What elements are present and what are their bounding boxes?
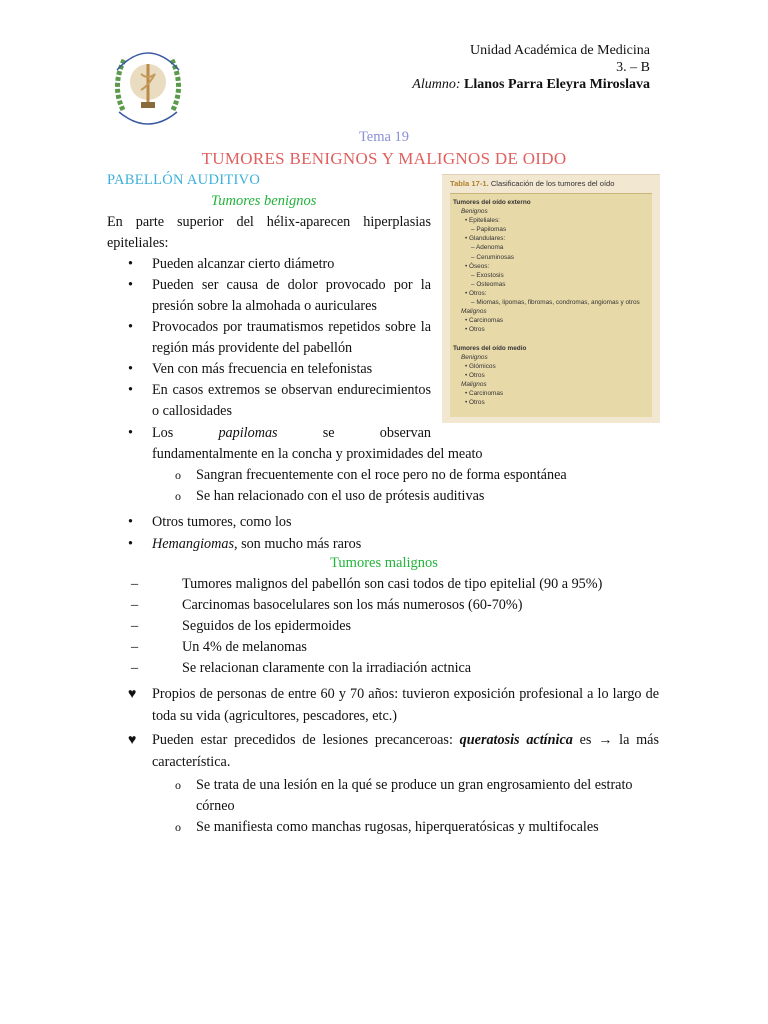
sublist-item [107,465,646,486]
queratosis-term: queratosis actínica [459,732,573,748]
sublist-item-text: Se han relacionado con el uso de prótesis auditivas [196,488,485,504]
list-item-text: Otros tumores, como los [152,514,292,530]
student-name: Llanos Parra Eleyra Miroslava [464,77,650,92]
list-item-text: Pueden ser causa de dolor provocado por la presión sobre la almohada o auriculares [152,277,431,314]
papilomas-term: papilomas [218,425,278,441]
section-heading: PABELLÓN AUDITIVO [107,172,261,188]
papilomas-pre: Los [152,425,174,441]
classification-table-figure [442,174,660,423]
heart-bullet-icon: ♥ [128,686,137,702]
bullet-icon: • [128,425,133,441]
figure-caption-number: Tabla 17-1. [450,179,489,188]
figure-table-line: • Glómicos [465,362,496,370]
figure-table-line: Tumores del oído medio [453,344,527,352]
figure-table-line: – Papilomas [471,226,507,234]
list-item-text: En casos extremos se observan endurecimientos o callosidades [152,382,431,419]
list-item [107,511,361,533]
intro-paragraph: En parte superior del hélix-aparecen hiperplasias epiteliales: [107,214,431,251]
figure-table-line: Tumores del oído externo [453,199,531,206]
university-seal-logo [103,40,193,130]
figure-table-line: Malignos [461,380,487,388]
dash-bullet-icon: – [131,576,139,592]
bullet-icon: • [128,361,133,377]
header-group: 3. – B [616,60,650,75]
bullet-icon: • [128,382,133,398]
figure-table-line: • Otros [465,326,485,334]
sublist-item-text: Se trata de una lesión en la qué se produce un gran engrosamiento del estrato córneo [196,777,633,814]
sublist-item [107,817,659,838]
dash-bullet-icon: – [131,597,139,613]
figure-table-line: – Exostosis [471,271,504,279]
list-item-text: Provocados por traumatismos repetidos sobre la región más providente del pabellón [152,319,431,356]
document-header [412,42,650,93]
page-title: TUMORES BENIGNOS Y MALIGNOS DE OIDO [201,149,567,168]
list-item [107,533,361,555]
bullet-icon: • [128,514,133,530]
other-list [107,511,361,555]
list-item-text: Tumores malignos del pabellón son casi todos de tipo epitelial (90 a 95%) [182,576,603,592]
figure-table-line: • Otros: [465,289,487,297]
figure-table-line: Benignos [461,208,488,216]
circle-bullet-icon: o [175,820,181,834]
list-item-text: , son mucho más raros [233,536,362,552]
list-item-text: Propios de personas de entre 60 y 70 años: tuvieron exposición profesional a lo largo de toda su vida (agricultores, pescadores, etc.) [152,686,659,724]
malignant-list [107,574,659,679]
bullet-icon: • [128,277,133,293]
list-item [107,616,659,637]
figure-table-line: – Adenoma [471,244,504,252]
header-unit: Unidad Académica de Medicina [470,43,650,58]
papilomas-cont: fundamentalmente en la concha y proximidades del meato [152,446,483,462]
figure-table-line: • Óseos: [465,262,490,270]
list-item [107,637,659,658]
figure-table-line [453,334,649,343]
list-item [107,254,431,275]
list-item [107,683,659,727]
list-item-text: Carcinomas basocelulares son los más numerosos (60-70%) [182,597,523,613]
benign-heading: Tumores benignos [211,193,317,209]
list-item [107,317,431,359]
bullet-icon: • [128,256,133,272]
figure-table-line: • Otros [465,399,485,407]
figure-table-line: • Carcinomas [465,317,504,325]
list-item [107,359,431,380]
list-item-papilomas [107,423,483,465]
sublist-item-text: Sangran frecuentemente con el roce pero no de forma espontánea [196,467,567,483]
heart-bullet-icon: ♥ [128,732,137,748]
figure-table-body [450,193,652,417]
list-item [107,729,659,773]
header-student [412,76,650,93]
list-item [107,574,659,595]
list-item [107,595,659,616]
figure-caption-text: Clasificación de los tumores del oído [490,179,615,188]
figure-table-line: Malignos [461,308,487,316]
list-item-text: Ven con más frecuencia en telefonistas [152,361,373,377]
figure-table-line: • Carcinomas [465,389,504,397]
bullet-icon: • [128,536,133,552]
topic-number: Tema 19 [358,129,410,145]
bullet-icon: • [128,319,133,335]
list-item-text: Un 4% de melanomas [182,639,307,655]
heart-list [107,683,659,838]
papilomas-sublist [107,465,646,507]
list-item-text: Se relacionan claramente con la irradiación actnica [182,660,472,676]
figure-table-line: Benignos [461,353,488,361]
sublist-item [107,775,659,817]
heart2-pre: Pueden estar precedidos de lesiones precanceroas: [152,732,460,748]
figure-caption [450,179,615,188]
heart2-post: es → la más característica. [152,732,659,770]
list-item [107,658,659,679]
circle-bullet-icon: o [175,778,181,792]
figure-table-line: • Glandulares: [465,235,506,243]
figure-table-line: – Osteomas [471,280,506,288]
circle-bullet-icon: o [175,468,181,482]
student-label: Alumno: [412,77,461,92]
sublist-item-text: Se manifiesta como manchas rugosas, hiperqueratósicas y multifocales [196,819,599,835]
papilomas-verb2: observan [379,425,431,441]
list-item-text: Pueden alcanzar cierto diámetro [152,256,335,272]
dash-bullet-icon: – [131,660,139,676]
sublist-item [107,486,646,507]
list-item [107,275,431,317]
dash-bullet-icon: – [131,639,139,655]
figure-table-line: – Ceruminosas [471,253,514,261]
malignant-heading: Tumores malignos [330,555,438,571]
figure-table-line: • Otros [465,371,485,379]
dash-bullet-icon: – [131,618,139,634]
papilomas-verb: se [322,425,335,441]
figure-table-line: • Epiteliales: [465,217,500,225]
list-item [107,380,431,422]
hemangiomas-term: Hemangiomas [152,536,234,552]
circle-bullet-icon: o [175,489,181,503]
figure-table-line: – Miomas, lipomas, fibromas, condromas, angiomas y otros [471,299,640,307]
list-item-text: Seguidos de los epidermoides [182,618,352,634]
